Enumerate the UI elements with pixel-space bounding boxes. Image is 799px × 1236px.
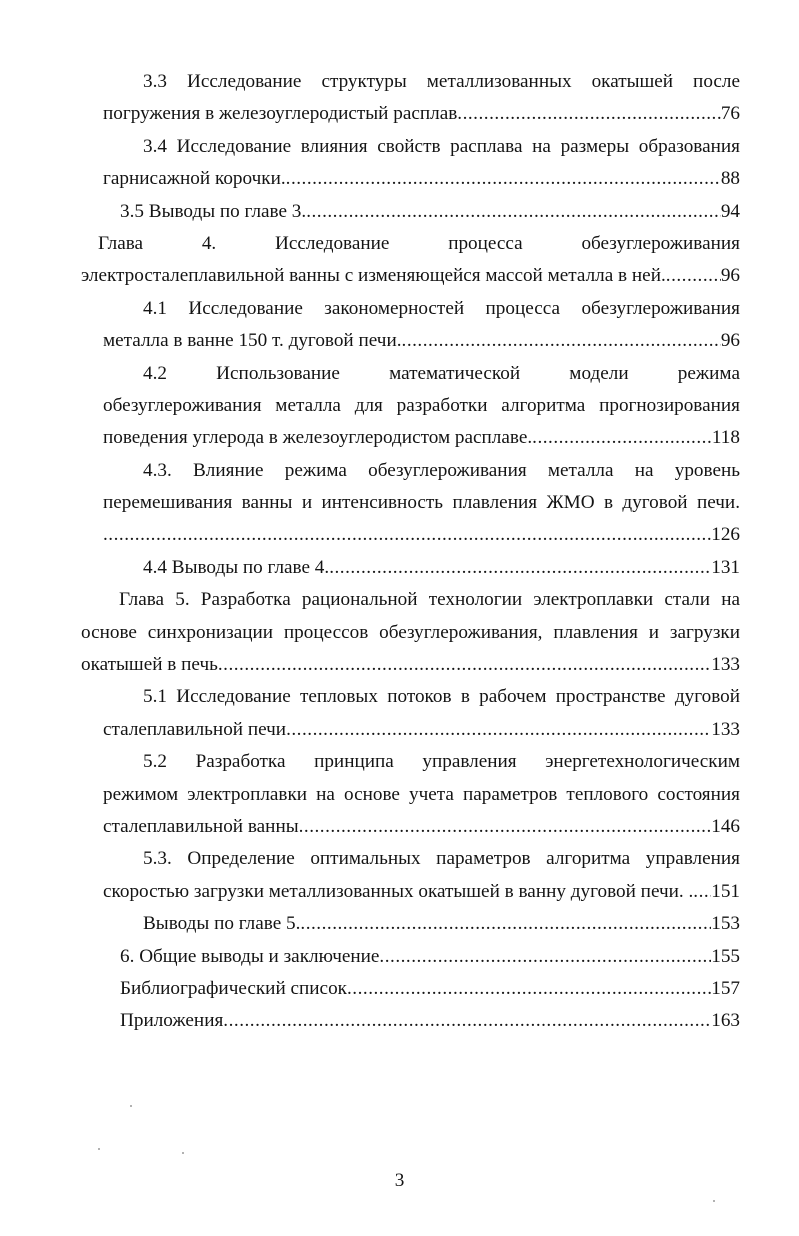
- toc-entry-general-conclusions[interactable]: [103, 941, 740, 973]
- toc-entry-text-line: 3.5 Выводы по главе 3.: [120, 200, 307, 222]
- toc-entry-leader-line: [103, 811, 740, 843]
- toc-page-number: 157: [711, 977, 740, 999]
- toc-page-number: 133: [711, 654, 740, 676]
- toc-page-number: 94: [720, 200, 740, 222]
- dot-leader: [693, 876, 711, 908]
- table-of-contents: [81, 66, 740, 1038]
- toc-page-number: 118: [711, 427, 740, 449]
- dot-leader: [379, 941, 711, 973]
- toc-entry-text-line: окатышей в печь: [81, 654, 218, 676]
- toc-page-number: 76: [720, 103, 740, 125]
- toc-entry-text-line: [103, 358, 740, 390]
- toc-entry-text-line: [103, 746, 740, 778]
- toc-entry-appendices[interactable]: [103, 1005, 740, 1037]
- scan-speck: [130, 1105, 132, 1107]
- toc-entry-text-line: Глава 5. Разработка рациональной технологии электроплавки стали на: [119, 589, 740, 611]
- toc-entry-5-1[interactable]: [103, 681, 740, 746]
- toc-entry-leader-line: [103, 163, 740, 195]
- toc-entry-chapter-4[interactable]: [81, 228, 740, 293]
- toc-entry-text-line: Выводы по главе 5.: [143, 913, 301, 935]
- dot-leader: [223, 1005, 711, 1037]
- toc-page-number: 88: [720, 168, 740, 190]
- toc-entry-chapter-5-conclusions[interactable]: [103, 908, 740, 940]
- scan-speck: [713, 1200, 715, 1202]
- toc-entry-leader-line: [103, 325, 740, 357]
- toc-entry-text-line: Приложения: [120, 1010, 224, 1032]
- toc-entry-text-line: 4.3. Влияние режима обезуглероживания металла на уровень: [143, 459, 740, 481]
- toc-entry-4-1[interactable]: [103, 293, 740, 358]
- toc-word: Использование: [216, 362, 340, 384]
- toc-entry-leader-line: [103, 196, 740, 228]
- toc-word: Исследование: [274, 232, 390, 254]
- toc-entry-text-line: [81, 228, 740, 260]
- scan-speck: [98, 1148, 100, 1150]
- toc-word: управления: [422, 751, 517, 773]
- toc-entry-chapter-5[interactable]: [81, 584, 740, 681]
- scan-speck: [182, 1152, 184, 1154]
- toc-entry-3-4[interactable]: [103, 131, 740, 196]
- toc-word: 4.2: [143, 362, 167, 384]
- toc-entry-text-line: 4.4 Выводы по главе 4.: [143, 556, 330, 578]
- toc-entry-text-line: перемешивания ванны и интенсивность плавления ЖМО в дуговой печи.: [103, 492, 740, 514]
- toc-page-number: 126: [711, 524, 740, 546]
- toc-entry-4-2[interactable]: [103, 358, 740, 455]
- toc-entry-4-3[interactable]: [103, 455, 740, 552]
- dot-leader: [532, 422, 712, 454]
- toc-word: обезуглероживания: [581, 232, 740, 254]
- toc-entry-4-4[interactable]: [103, 552, 740, 584]
- dot-leader: [300, 908, 711, 940]
- toc-entry-text-line: 5.3. Определение оптимальных параметров алгоритма управления: [143, 848, 740, 870]
- toc-entry-5-2[interactable]: [103, 746, 740, 843]
- toc-page-number: 96: [720, 265, 740, 287]
- toc-entry-5-3[interactable]: [103, 843, 740, 908]
- toc-page-number: 133: [711, 718, 740, 740]
- toc-entry-leader-line: [103, 552, 740, 584]
- toc-entry-3-3[interactable]: [103, 66, 740, 131]
- dot-leader: [286, 714, 711, 746]
- toc-word: режима: [677, 362, 740, 384]
- toc-word: процесса: [448, 232, 523, 254]
- toc-entry-leader-line: [103, 98, 740, 130]
- dot-leader: [347, 973, 711, 1005]
- toc-entry-leader-line: [81, 260, 740, 292]
- toc-entry-text-line: металла в ванне 150 т. дуговой печи.: [103, 330, 402, 352]
- toc-entry-text-line: обезуглероживания металла для разработки алгоритма прогнозирования: [103, 394, 740, 416]
- dot-leader: [457, 98, 721, 130]
- toc-word: энергетехнологическим: [545, 751, 740, 773]
- toc-entry-text-line: основе синхронизации процессов обезуглероживания, плавления и загрузки: [81, 621, 740, 643]
- toc-entry-text-line: скоростью загрузки металлизованных окатышей в ванну дуговой печи. .: [103, 880, 694, 902]
- toc-page-number: 146: [711, 815, 740, 837]
- toc-word: принципа: [314, 751, 394, 773]
- toc-entry-text-line: сталеплавильной ванны: [103, 815, 299, 837]
- dot-leader: [666, 260, 721, 292]
- toc-entry-text-line: погружения в железоуглеродистый расплав: [103, 103, 458, 125]
- toc-entry-text-line: гарнисажной корочки.: [103, 168, 286, 190]
- toc-word: Разработка: [195, 751, 286, 773]
- toc-entry-text-line: режимом электроплавки на основе учета параметров теплового состояния: [103, 783, 740, 805]
- dot-leader: [306, 196, 721, 228]
- toc-word: математической: [389, 362, 521, 384]
- toc-word: Глава: [98, 232, 144, 254]
- toc-entry-text-line: 3.4 Исследование влияния свойств расплава на размеры образования: [143, 135, 740, 157]
- toc-entry-leader-line: [103, 422, 740, 454]
- toc-entry-3-5[interactable]: [103, 196, 740, 228]
- toc-entry-text-line: 3.3 Исследование структуры металлизованных окатышей после: [143, 71, 740, 92]
- toc-entry-text-line: сталеплавильной печи: [103, 718, 287, 740]
- toc-entry-text-line: электросталеплавильной ванны с изменяющейся массой металла в ней.: [81, 265, 666, 287]
- toc-word: 5.2: [143, 751, 167, 773]
- toc-entry-text-line: 6. Общие выводы и заключение: [120, 945, 380, 967]
- toc-word: модели: [569, 362, 629, 384]
- toc-page-number: 153: [711, 913, 740, 935]
- page-number: 3: [394, 1170, 405, 1191]
- toc-page-number: 96: [720, 330, 740, 352]
- toc-word: 4.: [201, 232, 217, 254]
- toc-page-number: 131: [711, 556, 740, 578]
- toc-entry-leader-line: [103, 714, 740, 746]
- toc-entry-text-line: 4.1 Исследование закономерностей процесса обезуглероживания: [143, 297, 740, 319]
- toc-entry-bibliography[interactable]: [103, 973, 740, 1005]
- dot-leader: [218, 649, 711, 681]
- toc-entry-leader-line: [103, 908, 740, 940]
- toc-page-number: 155: [711, 945, 740, 967]
- toc-entry-leader-line: [103, 876, 740, 908]
- dot-leader: [286, 163, 721, 195]
- toc-entry-text-line: 5.1 Исследование тепловых потоков в рабочем пространстве дуговой: [143, 686, 740, 708]
- toc-entry-leader-line: [103, 519, 740, 551]
- dot-leader: [103, 519, 711, 551]
- toc-entry-leader-line: [103, 941, 740, 973]
- dot-leader: [329, 552, 711, 584]
- toc-page-number: 163: [711, 1010, 740, 1032]
- dot-leader: [299, 811, 712, 843]
- toc-entry-leader-line: [81, 649, 740, 681]
- toc-entry-text-line: поведения углерода в железоуглеродистом расплаве.: [103, 427, 533, 449]
- toc-entry-text-line: Библиографический список: [120, 977, 347, 999]
- toc-page-number: 151: [711, 880, 740, 902]
- toc-entry-leader-line: [103, 1005, 740, 1037]
- dot-leader: [402, 325, 721, 357]
- toc-entry-leader-line: [103, 973, 740, 1005]
